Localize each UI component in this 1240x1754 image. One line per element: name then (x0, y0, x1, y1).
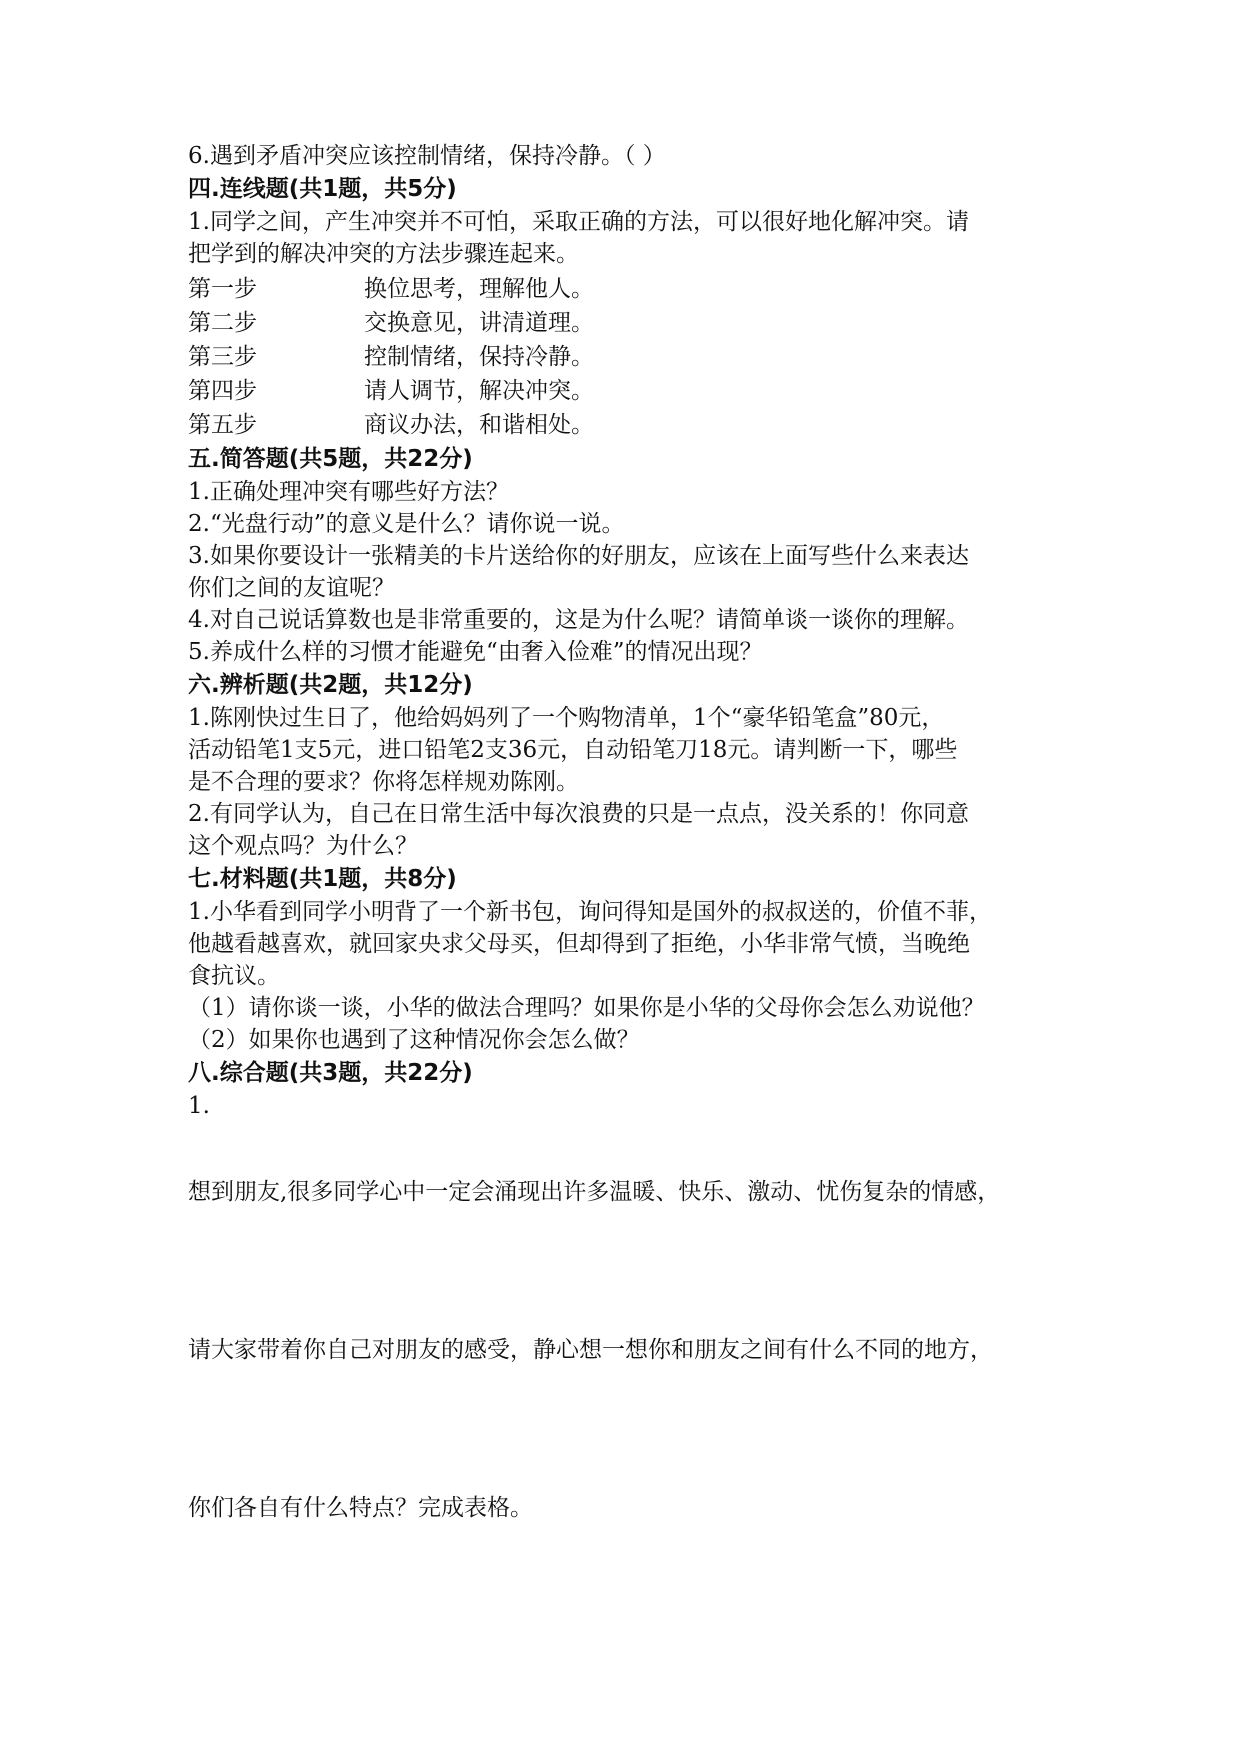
step-method: 换位思考，理解他人。 (364, 276, 594, 302)
step-method: 商议办法，和谐相处。 (364, 412, 594, 438)
exam-page (188, 140, 1078, 1524)
question-6: 6.遇到矛盾冲突应该控制情绪，保持冷静。（ ） (188, 143, 666, 169)
sec8-paragraph: 请大家带着你自己对朋友的感受，静心想一想你和朋友之间有什么不同的地方， (188, 1337, 993, 1363)
sec6-line: 是不合理的要求？你将怎样规劝陈刚。 (188, 769, 579, 795)
sec6-line: 2.有同学认为，自己在日常生活中每次浪费的只是一点点，没关系的！你同意 (188, 801, 969, 827)
sec7-line: （1）请你谈一谈，小华的做法合理吗？如果你是小华的父母你会怎么劝说他？ (188, 995, 985, 1021)
sec8-q1-number: 1. (188, 1093, 210, 1119)
matching-row (188, 306, 1078, 340)
sec4-q1-line: 把学到的解决冲突的方法步骤连起来。 (188, 241, 579, 267)
sec4-q1-line: 1.同学之间，产生冲突并不可怕，采取正确的方法，可以很好地化解冲突。请 (188, 209, 969, 235)
step-method: 请人调节，解决冲突。 (364, 378, 594, 404)
matching-row (188, 408, 1078, 442)
sec7-line: 食抗议。 (188, 963, 280, 989)
sec6-line: 这个观点吗？为什么？ (188, 833, 418, 859)
section-4-title: 四.连线题(共1题，共5分) (188, 176, 457, 202)
step-label: 第四步 (188, 378, 257, 404)
sec8-paragraph: 你们各自有什么特点？完成表格。 (188, 1495, 533, 1521)
sec7-line: 1.小华看到同学小明背了一个新书包，询问得知是国外的叔叔送的，价值不菲， (188, 899, 992, 925)
section-8-title: 八.综合题(共3题，共22分) (188, 1060, 473, 1086)
step-method: 交换意见，讲清道理。 (364, 310, 594, 336)
sec7-line: 他越看越喜欢，就回家央求父母买，但却得到了拒绝，小华非常气愤，当晚绝 (188, 931, 970, 957)
sec5-line: 4.对自己说话算数也是非常重要的，这是为什么呢？请简单谈一谈你的理解。 (188, 607, 969, 633)
matching-row (188, 374, 1078, 408)
sec5-line: 3.如果你要设计一张精美的卡片送给你的好朋友，应该在上面写些什么来表达 (188, 543, 969, 569)
sec5-line: 1.正确处理冲突有哪些好方法？ (188, 479, 509, 505)
matching-row (188, 272, 1078, 306)
sec8-paragraph: 想到朋友,很多同学心中一定会涌现出许多温暖、快乐、激动、忧伤复杂的情感， (188, 1179, 1001, 1205)
step-method: 控制情绪，保持冷静。 (364, 344, 594, 370)
sec5-line: 2.“光盘行动”的意义是什么？请你说一说。 (188, 511, 625, 537)
section-5-title: 五.简答题(共5题，共22分) (188, 446, 473, 472)
step-label: 第二步 (188, 310, 257, 336)
section-7-title: 七.材料题(共1题，共8分) (188, 866, 457, 892)
step-label: 第三步 (188, 344, 257, 370)
step-label: 第五步 (188, 412, 257, 438)
sec5-line: 你们之间的友谊呢？ (188, 575, 395, 601)
section-6-title: 六.辨析题(共2题，共12分) (188, 672, 473, 698)
sec5-line: 5.养成什么样的习惯才能避免“由奢入俭难”的情况出现？ (188, 639, 763, 665)
sec7-line: （2）如果你也遇到了这种情况你会怎么做？ (188, 1027, 640, 1053)
matching-row (188, 340, 1078, 374)
sec6-line: 1.陈刚快过生日了，他给妈妈列了一个购物清单，1个“豪华铅笔盒”80元， (188, 705, 945, 731)
step-label: 第一步 (188, 276, 257, 302)
sec6-line: 活动铅笔1支5元，进口铅笔2支36元，自动铅笔刀18元。请判断一下，哪些 (188, 737, 958, 763)
